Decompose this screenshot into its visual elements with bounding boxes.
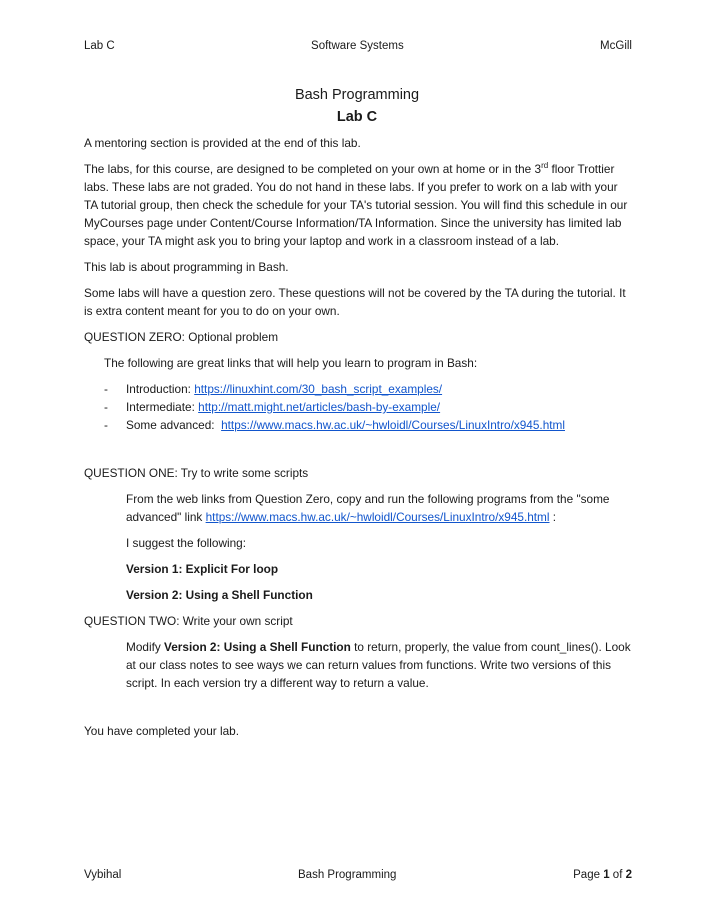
question-two-text [84,638,632,692]
title-block [0,84,714,128]
page-total: 2 [625,869,632,881]
q2-bold: Version 2: Using a Shell Function [164,640,351,654]
q1-text-a: From the web links from Question Zero, copy and run the following programs from the "some advanced" link [126,492,610,524]
page-number [573,869,632,881]
advanced-link[interactable]: https://www.macs.hw.ac.uk/~hwloidl/Courses/LinuxIntro/x945.html [221,418,565,432]
list-item [84,380,632,398]
question-zero-heading: QUESTION ZERO: Optional problem [84,330,279,344]
q1-text-b: : [549,510,557,524]
list-item [84,398,632,416]
page-mid: of [609,869,626,881]
footer-left: Vybihal [84,869,122,881]
document-title: Bash Programming [294,87,420,103]
version-2-label: Version 2: Using a Shell Function [126,588,313,602]
bullet-dash: - [104,400,108,414]
footer-center: Bash Programming [298,869,397,881]
advanced-link[interactable]: https://www.macs.hw.ac.uk/~hwloidl/Courses/LinuxIntro/x945.html [205,510,550,524]
intro-link[interactable]: https://linuxhint.com/30_bash_script_examples/ [194,382,443,396]
page-current: 1 [603,869,610,881]
page-header [84,40,632,52]
header-left: Lab C [84,40,115,52]
page-footer [84,869,632,881]
header-center: Software Systems [311,40,404,52]
bullet-dash: - [104,418,108,432]
intro-paragraph-2 [84,160,632,250]
intro2-text-b: floor Trottier labs. These labs are not graded. You do not hand in these labs. If you prefer to work on a lab with your TA tutorial group, then check the schedule for your TA's tutorial session. You will find this schedule in our MyCourses page under Content/Course Information/TA Information. Since the university has limited lab space, your TA might ask you to bring your laptop and work in a classroom instead of a lab. [84,162,628,248]
page-prefix: Page [573,869,604,881]
intro-paragraph-1: A mentoring section is provided at the end of this lab. [84,136,361,150]
document-subtitle: Lab C [336,109,378,125]
intro-paragraph-3: This lab is about programming in Bash. [84,260,289,274]
document-body [84,134,632,748]
question-two-heading: QUESTION TWO: Write your own script [84,614,293,628]
question-zero-link-list [84,380,632,434]
question-zero-text: The following are great links that will help you learn to program in Bash: [104,356,478,370]
q2-text-b: to return, properly, the value from count_lines(). Look at our class notes to see ways we can return values from functions. Write two versions of this script. In each version try a different way to return a value. [126,640,631,690]
intro-paragraph-4: Some labs will have a question zero. These questions will not be covered by the TA during the tutorial. It is extra content meant for you to do on your own. [84,286,626,318]
link-label: Introduction: [126,382,195,396]
version-1-label: Version 1: Explicit For loop [126,562,279,576]
bullet-dash: - [104,382,108,396]
closing-text: You have completed your lab. [84,724,239,738]
link-label: Some advanced: [126,418,222,432]
intro2-superscript: rd [541,161,549,171]
header-right: McGill [600,40,632,52]
question-one-suggest: I suggest the following: [126,536,247,550]
question-one-heading: QUESTION ONE: Try to write some scripts [84,466,309,480]
q2-text-a: Modify [126,640,165,654]
list-item [84,416,632,434]
intermediate-link[interactable]: http://matt.might.net/articles/bash-by-example/ [198,400,441,414]
intro2-text-a: The labs, for this course, are designed to be completed on your own at home or in the 3 [84,162,542,176]
question-one-text [84,490,632,526]
link-label: Intermediate: [126,400,199,414]
